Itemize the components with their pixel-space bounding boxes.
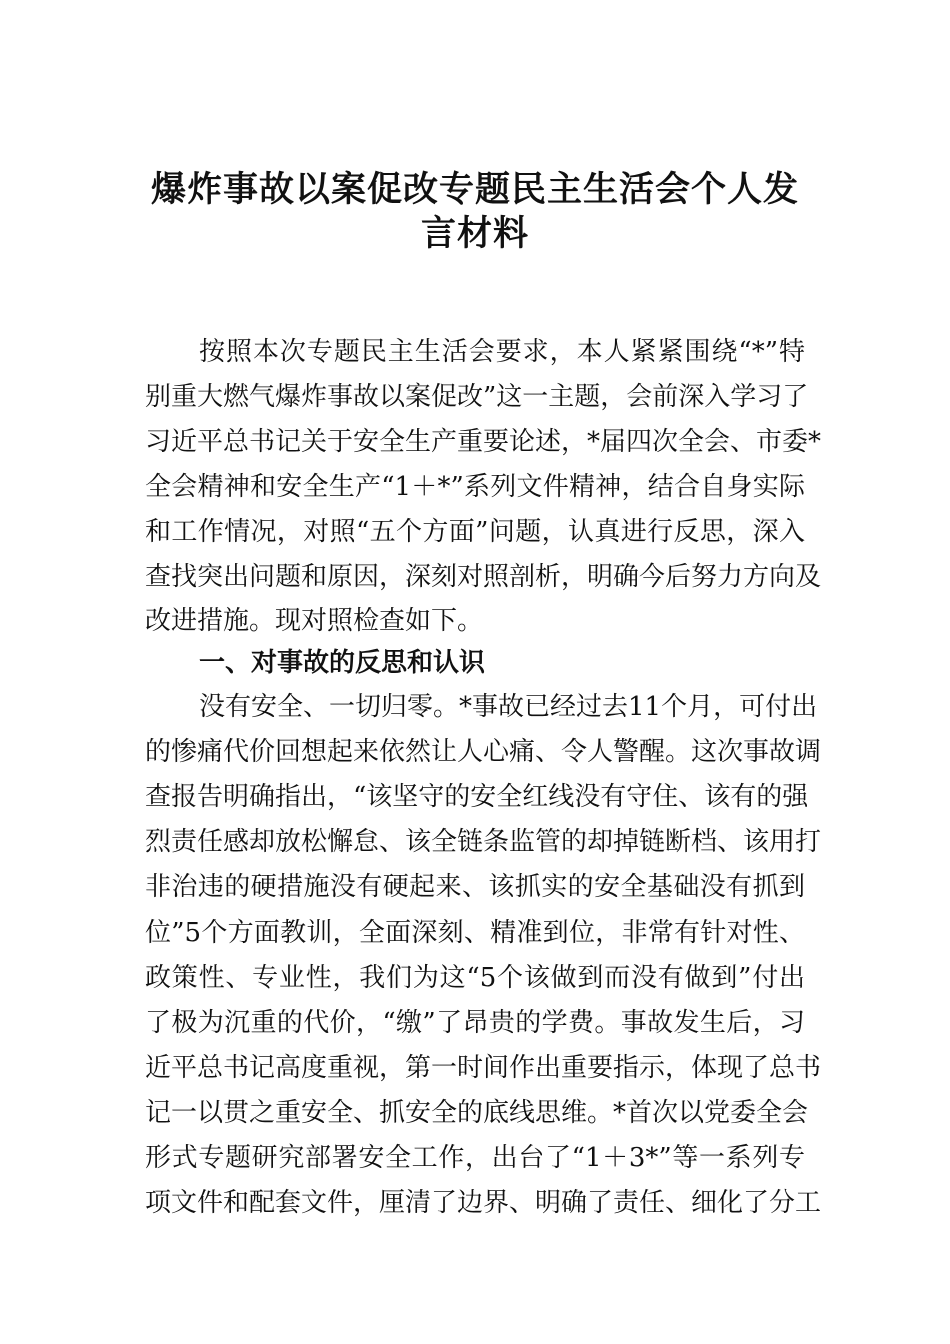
paragraph-line: 记一以贯之重安全、抓安全的底线思维。*首次以党委全会 bbox=[145, 1097, 809, 1128]
paragraph-line: 近平总书记高度重视，第一时间作出重要指示，体现了总书 bbox=[145, 1052, 822, 1083]
paragraph-line: 的惨痛代价回想起来依然让人心痛、令人警醒。这次事故调 bbox=[145, 737, 822, 768]
document-title-line-2: 言材料 bbox=[420, 213, 529, 254]
paragraph-line: 没有安全、一切归零。*事故已经过去11个月，可付出 bbox=[199, 692, 818, 722]
paragraph-line: 形式专题研究部署安全工作，出台了“1＋3*”等一系列专 bbox=[145, 1143, 805, 1173]
paragraph-line: 非治违的硬措施没有硬起来、该抓实的安全基础没有抓到 bbox=[145, 872, 805, 903]
paragraph-line: 烈责任感却放松懈怠、该全链条监管的却掉链断档、该用打 bbox=[145, 827, 822, 858]
paragraph-line: 查找突出问题和原因，深刻对照剖析，明确今后努力方向及 bbox=[145, 561, 822, 592]
paragraph-line: 项文件和配套文件，厘清了边界、明确了责任、细化了分工 bbox=[145, 1188, 822, 1219]
paragraph-line: 了极为沉重的代价，“缴”了昂贵的学费。事故发生后，习 bbox=[145, 1007, 805, 1038]
section-heading: 一、对事故的反思和认识 bbox=[199, 648, 486, 678]
paragraph-line: 别重大燃气爆炸事故以案促改”这一主题，会前深入学习了 bbox=[145, 381, 809, 412]
paragraph-line: 和工作情况，对照“五个方面”问题，认真进行反思，深入 bbox=[145, 516, 805, 547]
paragraph-line: 全会精神和安全生产“1＋*”系列文件精神，结合自身实际 bbox=[145, 471, 805, 502]
paragraph-line: 按照本次专题民主生活会要求，本人紧紧围绕“*”特 bbox=[199, 337, 805, 367]
paragraph-line: 改进措施。现对照检查如下。 bbox=[145, 606, 484, 637]
paragraph-line: 查报告明确指出，“该坚守的安全红线没有守住、该有的强 bbox=[145, 782, 809, 813]
paragraph-line: 政策性、专业性，我们为这“5个该做到而没有做到”付出 bbox=[145, 962, 805, 993]
paragraph-line: 位”5个方面教训，全面深刻、精准到位，非常有针对性、 bbox=[145, 917, 805, 948]
paragraph-line: 习近平总书记关于安全生产重要论述，*届四次全会、市委* bbox=[145, 426, 822, 457]
document-title-line-1: 爆炸事故以案促改专题民主生活会个人发 bbox=[150, 169, 799, 210]
